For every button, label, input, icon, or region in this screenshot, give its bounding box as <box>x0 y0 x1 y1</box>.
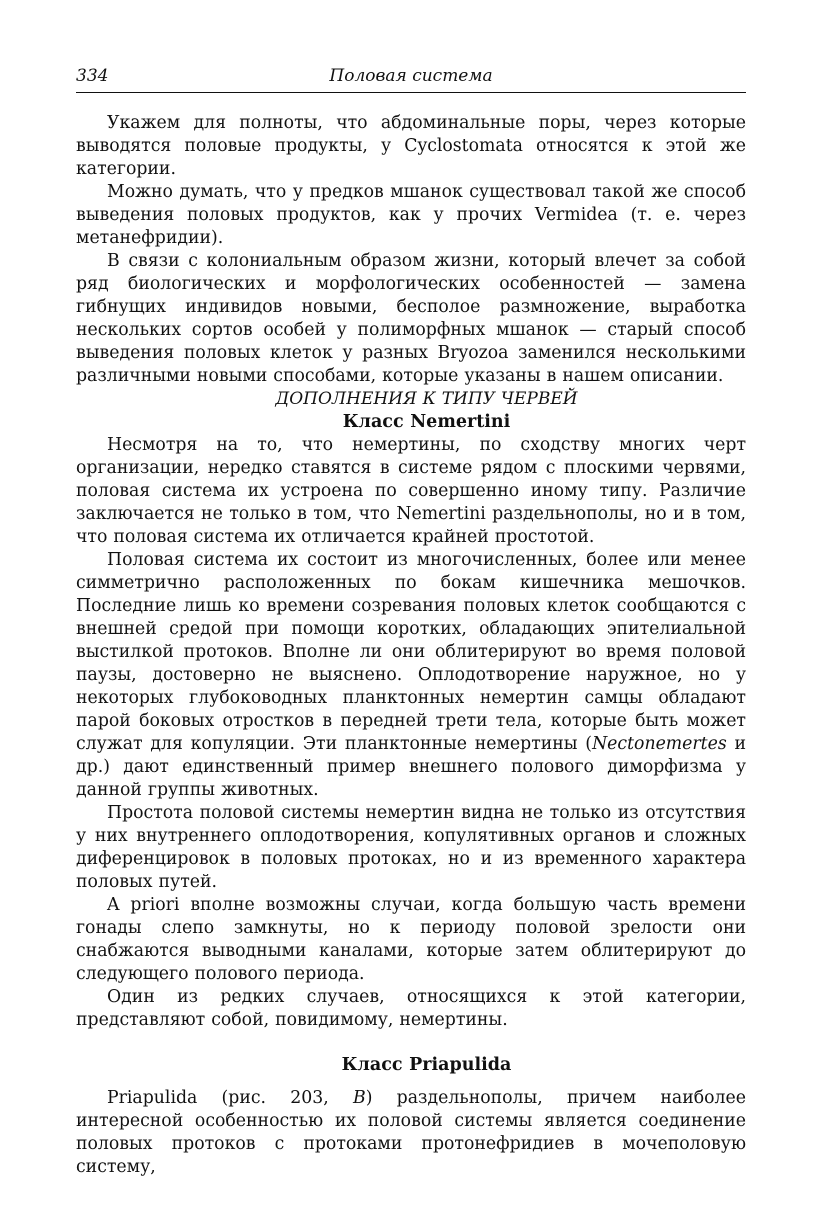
page-number: 334 <box>76 66 109 86</box>
class-heading-nemertini: Класс Nemertini <box>342 412 511 432</box>
class-heading-priapulida: Класс Priapulida <box>341 1055 512 1075</box>
paragraph: Простота половой системы немертин видна не только из отсутствия у них внутреннего оплодотворения, копулятивных органов и сложных диференцировок в половых протоках, но и из временного характера половых путей. <box>76 803 746 892</box>
paragraph <box>76 549 746 802</box>
section-heading: ДОПОЛНЕНИЯ К ТИПУ ЧЕРВЕЙ <box>275 389 578 409</box>
running-header <box>76 66 746 93</box>
figure-ref-italic: B <box>352 1088 366 1108</box>
paragraph-text: ) раздельнополы, причем наиболее интересной особенностью их половой системы является соединение половых протоков с протоками протонефридиев в мочеполовую систему, <box>76 1088 746 1177</box>
paragraph: Можно думать, что у предков мшанок существовал такой же способ выведения половых продуктов, как у прочих Vermidea (т. е. через метанефридии). <box>76 182 746 248</box>
paragraph-text: и др.) дают единственный пример внешнего полового диморфизма у данной группы животных. <box>76 734 746 800</box>
paragraph: В связи с колониальным образом жизни, который влечет за собой ряд биологических и морфологических особенностей — замена гибнущих индивидов новыми, бесполое размножение, выработка нескольких сортов особей у полиморфных мшанок — старый способ выведения половых клеток у разных Bryozoa заменился несколькими различными новыми способами, которые указаны в нашем описании. <box>76 251 746 386</box>
paragraph: Укажем для полноты, что абдоминальные поры, через которые выводятся половые продукты, у Cyclostomata относятся к этой же категории. <box>76 113 746 179</box>
paragraph: Один из редких случаев, относящихся к этой категории, представляют собой, повидимому, немертины. <box>76 987 746 1030</box>
paragraph: A priori вполне возможны случаи, когда большую часть времени гонады слепо замкнуты, но к периоду половой зрелости они снабжаются выводными каналами, которые затем облитерируют до следующего полового периода. <box>76 895 746 984</box>
running-title: Половая система <box>329 66 493 86</box>
paragraph <box>76 1087 746 1179</box>
paragraph-text: Половая система их состоит из многочисленных, более или менее симметрично расположенных по бокам кишечника мешочков. Последние лишь ко времени созревания половых клеток сообщаются с внешней средой при помощи коротких, обладающих эпителиальной выстилкой протоков. Вполне ли они облитерируют во время половой паузы, достоверно не выяснено. Оплодотворение наружное, но у некоторых глубоководных планктонных немертин самцы обладают парой боковых отростков в передней трети тела, которые быть может служат для копуляции. Эти планктонные немертины ( <box>76 550 746 754</box>
paragraph: Несмотря на то, что немертины, по сходству многих черт организации, нередко ставятся в системе рядом с плоскими червями, половая система их устроена по совершенно иному типу. Различие заключается не только в том, что Nemertini раздельнополы, но и в том, что половая система их отличается крайней простотой. <box>76 435 746 547</box>
body-text <box>76 112 746 1179</box>
taxon-name-italic: Nectonemertes <box>592 734 727 754</box>
paragraph-text: Priapulida (рис. 203, <box>107 1088 353 1108</box>
